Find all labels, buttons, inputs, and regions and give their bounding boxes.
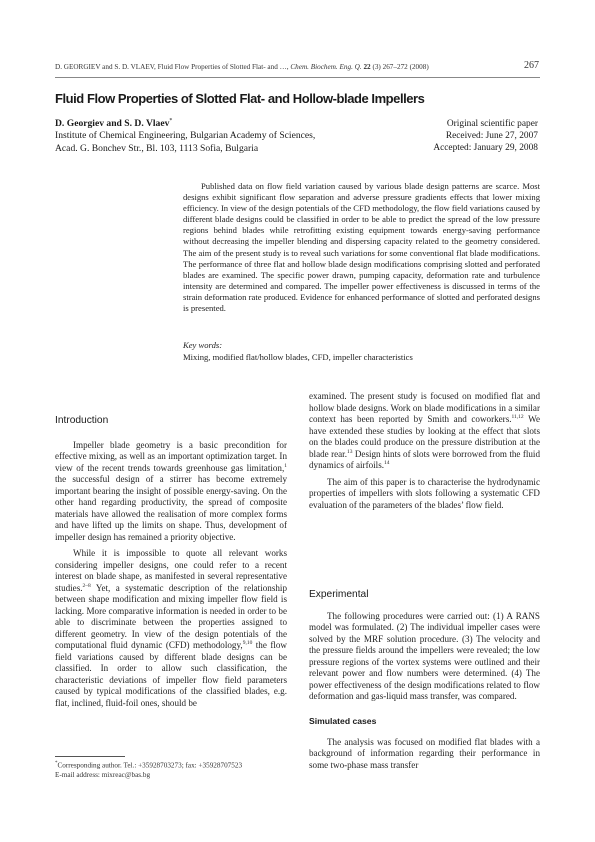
citation: 9,10 [242,639,253,646]
citation: 13 [346,448,353,455]
citation: 11,12 [511,413,524,420]
subsection-heading-simulated-cases: Simulated cases [309,716,377,726]
text-run: Yet, a systematic description of the relationship between shape modification and mixing impeller flow field is lacking. More comparative information is needed in order to be able to discriminate between the properties assigned to different geometry. In view of the design potentials of the computational fluid dynamic (CFD) methodology, [55,582,287,650]
citation: 2–8 [82,582,91,589]
author-list [55,118,172,129]
paper-info [433,118,538,155]
running-head-authors: D. GEORGIEV and S. D. VLAEV, Fluid Flow Properties of Slotted Flat- and …, [55,63,289,71]
intro-paragraph-3 [309,391,540,472]
affiliation [55,130,385,155]
section-heading-introduction: Introduction [55,415,109,426]
affiliation-line: Acad. G. Bonchev Str., Bl. 103, 1113 Sofia, Bulgaria [55,142,259,154]
text-run: We have extended these studies by looking at the effect that slots on the blades could produce on the pressure distribution at the blade rear. [309,414,540,459]
footnote-rule [55,756,125,757]
page-number: 267 [524,60,539,71]
text-run: Impeller blade geometry is a basic precondition for effective mixing, as well as an important optimization target. In view of the recent trends towards greenhouse gas limitation, [55,439,287,473]
text-run: While it is impossible to quote all relevant works considering impeller designs, one could refer to a recent interest on blade shape, as manifested in several representative studies. [55,548,287,593]
received-date: Received: June 27, 2007 [445,131,538,142]
simulated-cases-paragraph: The analysis was focused on modified flat blades with a background of information regarding their performance in some two-phase mass transfer [309,736,540,770]
footnote-marker: * [55,761,58,766]
footnote [55,759,242,781]
keywords-text: Mixing, modified flat/hollow blades, CFD, impeller characteristics [183,352,413,362]
intro-paragraph-4: The aim of this paper is to characterise the hydrodynamic properties of impellers with slots following a systematic CFD evaluation of the parameters of the blades’ flow field. [309,476,540,510]
affiliation-line: Institute of Chemical Engineering, Bulgarian Academy of Sciences, [55,130,316,141]
intro-paragraph-2 [55,548,287,709]
footnote-email: E-mail address: mixreac@bas.bg [55,770,151,779]
author-names: D. Georgiev and S. D. Vlaev [55,118,170,130]
text-run: examined. The present study is focused on modified flat and hollow blade designs. Work on blade modifications in a similar context has been reported by Smith and coworkers. [309,391,540,424]
experimental-paragraph: The following procedures were carried out: (1) A RANS model was formulated. (2) The individual impeller cases were solved by the MRF solution procedure. (3) The velocity and the pressure fields around the impellers were revealed; the low pressure regions of the vortex systems were outlined and their relevant power and flow numbers were determined. (4) The power effectiveness of the design modifications related to flow deformation and gas-liquid mass transfer, was compared. [309,610,540,701]
abstract-text: Published data on flow field variation caused by various blade design patterns are scarce. Most designs exhibit significant flow separation and adverse pressure gradients effects that lower mixing efficiency. In view of the design potentials of the CFD methodology, the flow field variations caused by different blade designs could be classified in order to be able to predict the spread of the low pressure regions behind blades while retrofitting existing equipment towards energy-saving performance without decreasing the impeller blending and dispersing capacity related to the geometry considered. The aim of the present study is to reveal such variations for some conventional flat blade modifications. The performance of three flat and hollow blade design modifications comprising slotted and perforated blades are examined. The specific power drawn, pumping capacity, deformation rate and turbulence intensity are determined and compared. The impeller power effectiveness is discussed in terms of the strain deformation rate produced. Evidence for enhanced performance of slotted and perforated designs is presented. [183,181,540,314]
footnote-contact [55,759,242,771]
corresponding-marker: * [169,118,173,124]
journal-volume: 22 [363,63,371,71]
paper-title: Fluid Flow Properties of Slotted Flat- and Hollow-blade Impellers [55,91,425,106]
accepted-date: Accepted: January 29, 2008 [433,143,538,154]
section-heading-experimental: Experimental [309,589,369,600]
journal-name: Chem. Biochem. Eng. Q. [290,63,362,71]
text-run: the successful design of a stirrer has become extremely important bearing the insight of possible energy-saving. On the other hand regarding productivity, the spread of composite materials have allowed the realisation of more complex forms and have lifted up the limits on shape. Thus, development of impeller design has remained a priority objective. [55,474,287,542]
citation: 1 [284,462,287,469]
journal-issue-pages: (3) 267–272 (2008) [372,63,429,71]
text-run: the flow field variations caused by different blade designs can be classified. In order to allow such classification, the characteristic deviations of impeller flow field parameters caused by typical modifications of the classified blades, e.g. flat, inclined, fluid-foil ones, should be [55,640,287,708]
header-rule [55,77,540,78]
running-head [55,63,500,71]
right-column-experimental [309,589,540,703]
text-run: Design hints of slots were borrowed from the fluid dynamics of airfoils. [309,448,540,470]
intro-paragraph-1 [55,440,287,544]
right-column-simulated [309,716,540,771]
right-column-intro [309,391,540,511]
footnote-contact-text: Corresponding author. Tel.: +35928703273; fax: +35928707523 [57,761,243,770]
citation: 14 [384,459,390,466]
paper-type: Original scientific paper [446,119,538,129]
abstract [183,181,540,314]
left-column [55,415,287,709]
keywords-label: Key words: [183,340,223,350]
